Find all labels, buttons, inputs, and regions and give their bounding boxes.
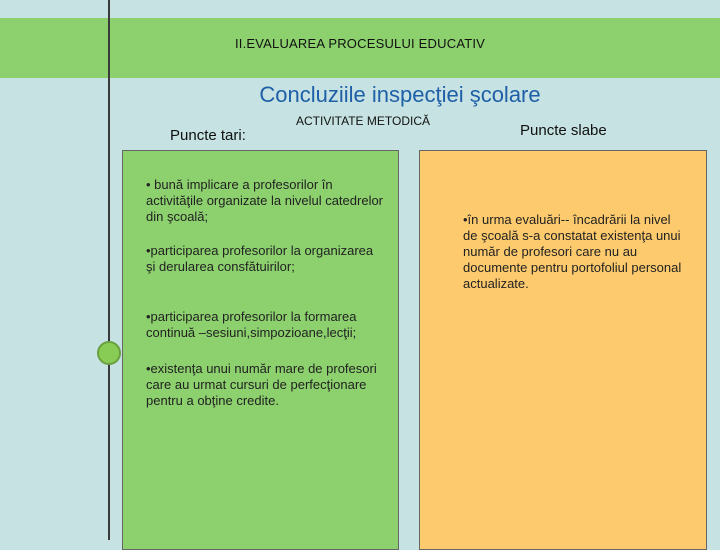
activitate-metodica-label: ACTIVITATE METODICĂ [296, 114, 431, 128]
puncte-tari-item: • bună implicare a profesorilor în activităţile organizate la nivelul catedrelor din şcoală; [146, 177, 384, 224]
puncte-slabe-item: •în urma evaluări-- încadrării la nivel de şcoală s-a constatat existenţa unui număr de profesori care nu au documente pentru portofoliul personal actualizate. [463, 212, 682, 291]
puncte-tari-item: •existenţa unui număr mare de profesori care au urmat cursuri de perfecţionare pentru a obţine credite. [146, 361, 377, 408]
slide-subtitle: Concluziile inspecţiei şcolare [259, 82, 541, 107]
puncte-tari-label: Puncte tari: [170, 127, 246, 144]
vertical-divider [108, 0, 110, 540]
decorative-circle [97, 341, 121, 365]
page-title: II.EVALUAREA PROCESULUI EDUCATIV [234, 36, 486, 51]
puncte-slabe-box [419, 150, 707, 550]
puncte-tari-item: •participarea profesorilor la organizarea şi derularea consfătuirilor; [146, 243, 374, 274]
puncte-tari-item: •participarea profesorilor la formarea continuă –sesiuni,simpozioane,lecţii; [146, 309, 357, 340]
puncte-slabe-label: Puncte slabe [520, 122, 607, 139]
